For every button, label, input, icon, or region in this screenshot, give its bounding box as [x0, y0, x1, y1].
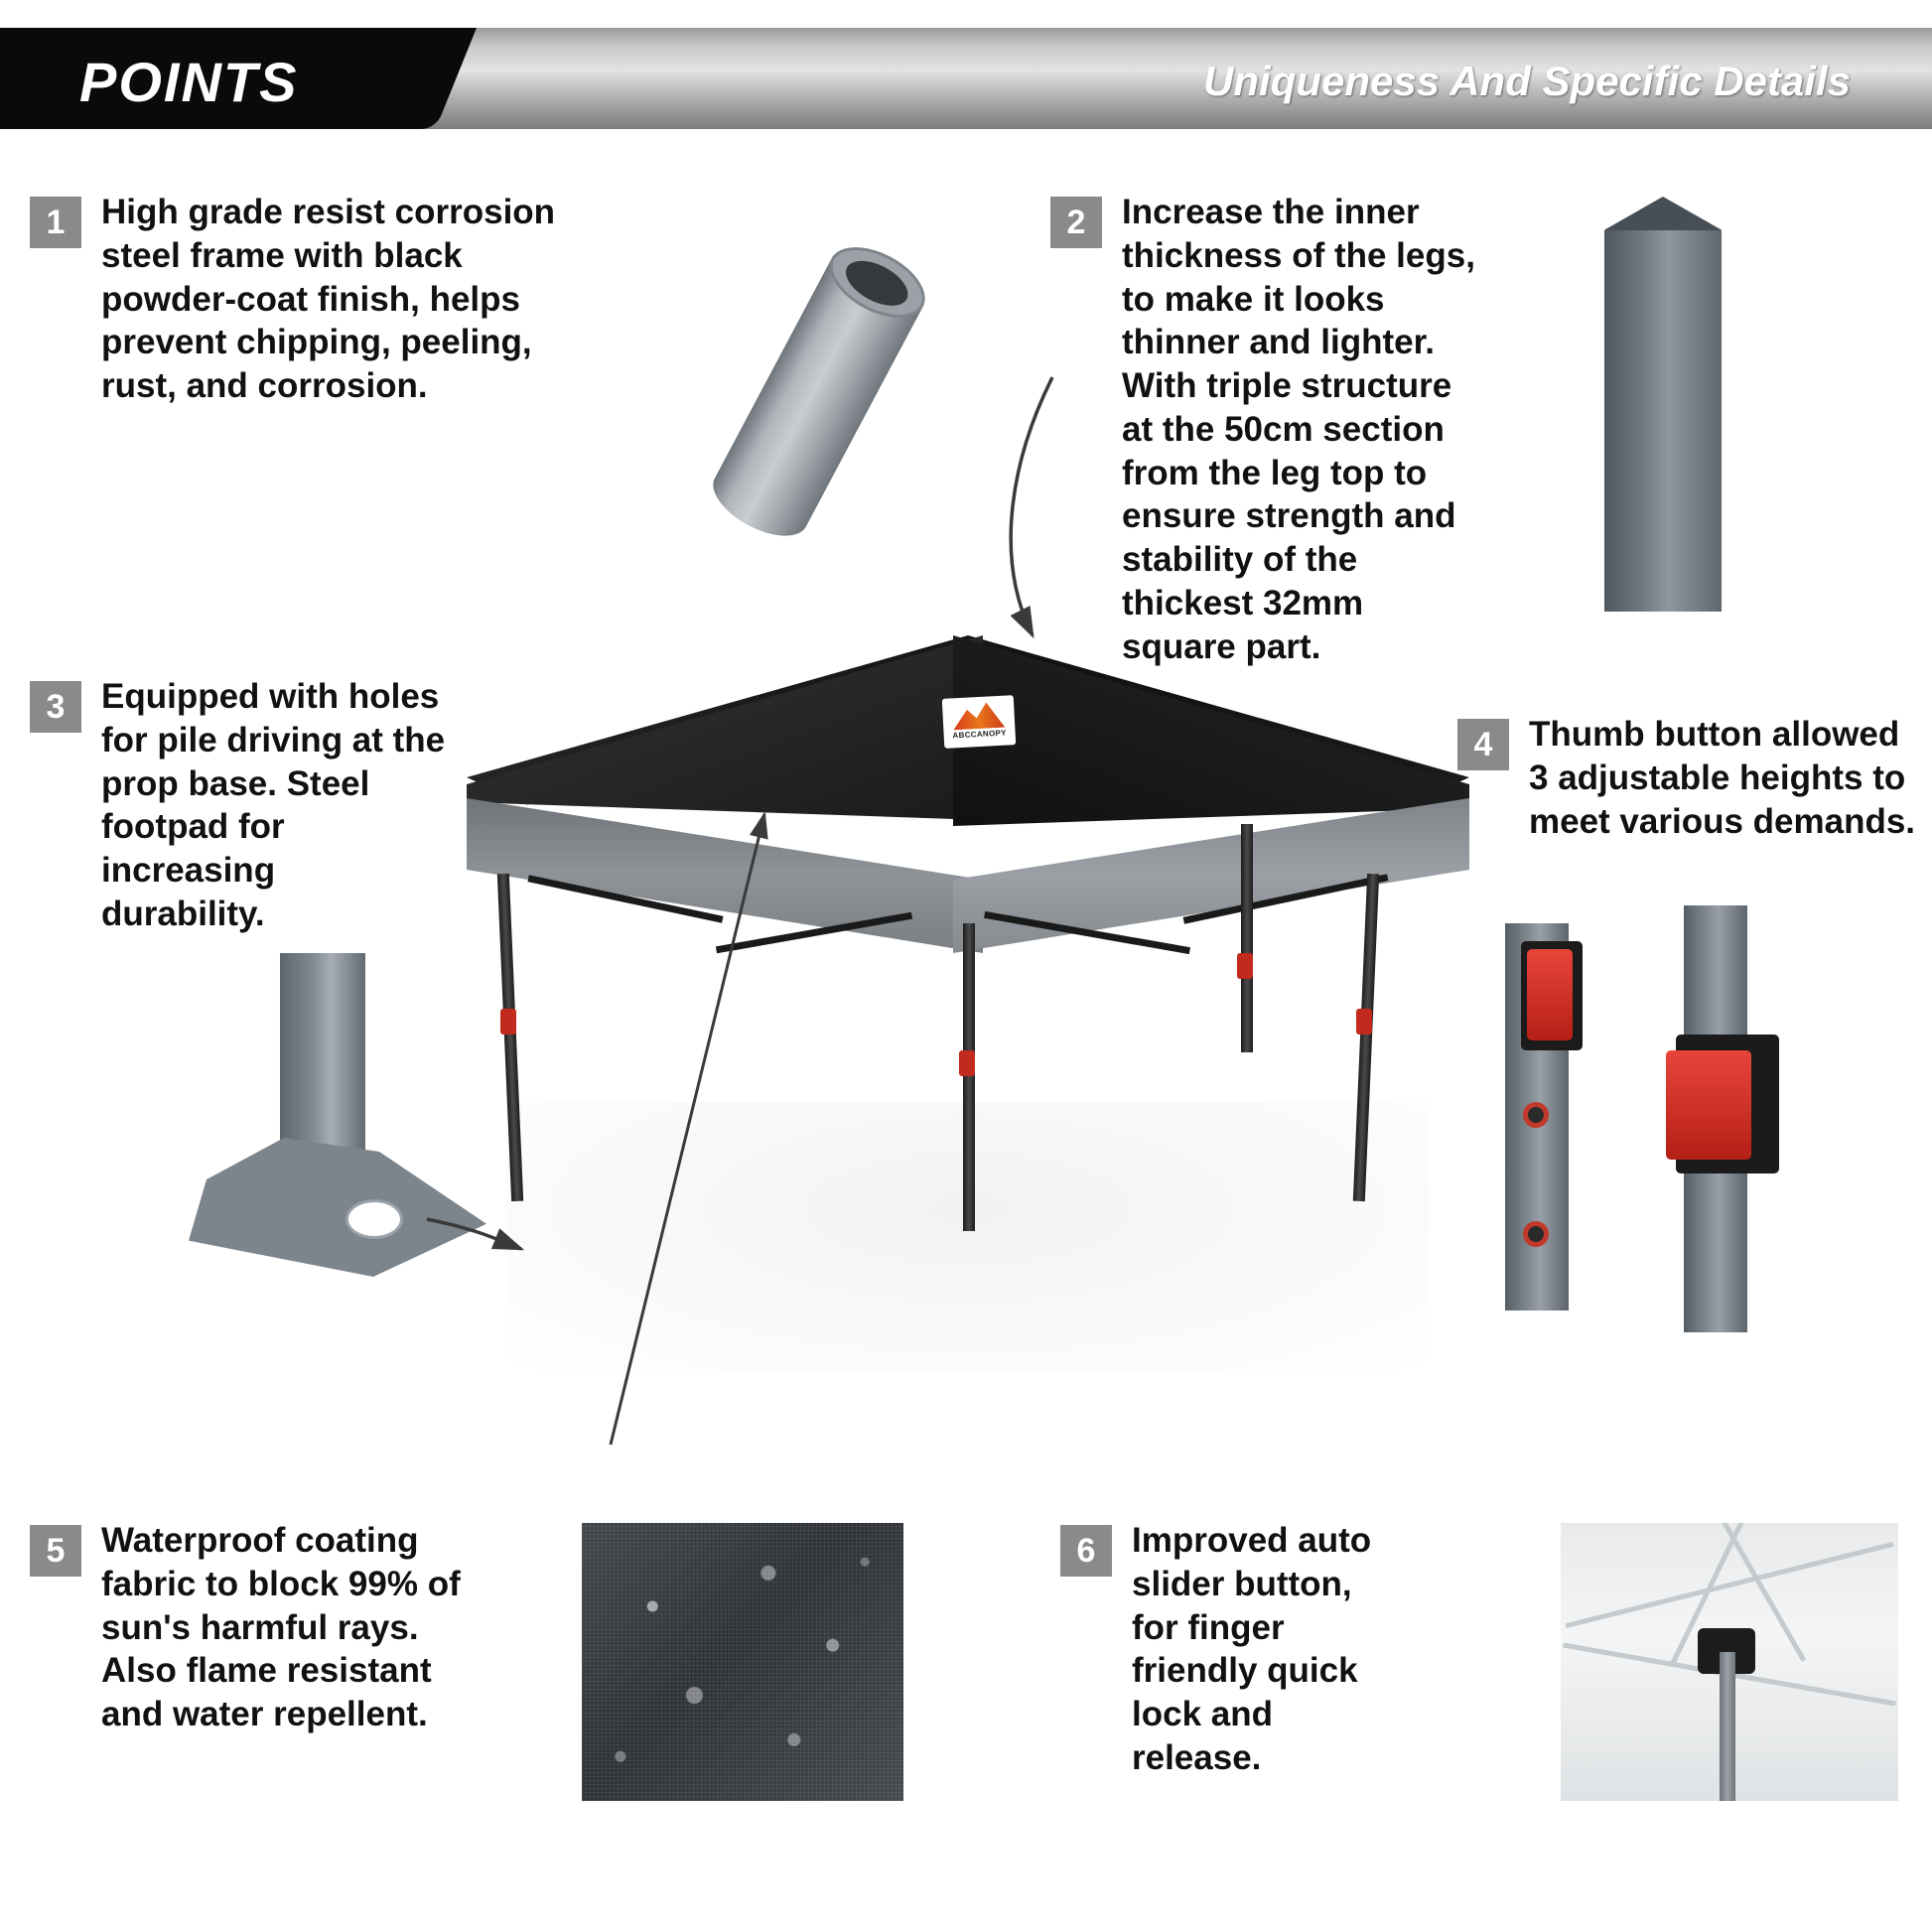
canopy-rib [1565, 1542, 1893, 1628]
point-text: Increase the inner thickness of the legs, to make it looks thinner and lighter. With triple structure at the 50cm section from the leg top to ensure strength and stability of the thickest 32mm square part. [1122, 193, 1475, 666]
point-block-1 [30, 191, 586, 408]
center-pole [1720, 1652, 1735, 1801]
logo-text: ABCCANOPY [952, 728, 1007, 741]
leg-grommet [1523, 1102, 1549, 1128]
point-number-badge: 5 [30, 1525, 81, 1577]
point-text: Improved auto slider button, for finger friendly quick lock and release. [1132, 1521, 1372, 1777]
leg-height-clip [1237, 953, 1253, 979]
canopy-tent-illustration [467, 635, 1469, 1380]
point-text: Equipped with holes for pile driving at the prop base. Steel footpad for increasing durability. [101, 677, 446, 933]
square-leg-tube-image [1604, 197, 1722, 612]
logo-mountain-icon [952, 702, 1005, 731]
point-number-badge: 6 [1060, 1525, 1112, 1577]
brand-logo [942, 695, 1017, 749]
point-block-3 [30, 675, 447, 936]
round-steel-tube-image [676, 207, 1070, 618]
footpad-plate [189, 1138, 486, 1277]
leg-height-clip [959, 1050, 975, 1076]
point-number-badge: 4 [1457, 719, 1509, 770]
thumb-button-leg-image-2 [1666, 905, 1785, 1332]
point-block-6 [1060, 1519, 1398, 1780]
square-leg-body [1604, 230, 1722, 612]
footpad-pile-hole [345, 1199, 403, 1239]
header-points-label: POINTS [79, 51, 299, 113]
header-banner [0, 28, 1932, 129]
under-canopy-slider-image [1561, 1523, 1898, 1801]
header-title: Uniqueness And Specific Details [1203, 58, 1851, 104]
point-block-4 [1457, 713, 1924, 843]
waterproof-fabric-swatch-image [582, 1523, 903, 1801]
point-text: High grade resist corrosion steel frame with black powder-coat finish, helps prevent chipping, peeling, rust, and corrosion. [101, 193, 556, 405]
point-number-badge: 1 [30, 197, 81, 248]
point-block-2 [1050, 191, 1477, 668]
point-number-badge: 3 [30, 681, 81, 733]
leg-grommet [1523, 1221, 1549, 1247]
point-number-badge: 2 [1050, 197, 1102, 248]
canopy-leg-middle [963, 923, 975, 1231]
thumb-button-leg-image-1 [1487, 923, 1587, 1311]
canopy-leg-back [1241, 824, 1253, 1052]
thumb-button-red [1527, 949, 1573, 1040]
point-text: Thumb button allowed 3 adjustable heights to meet various demands. [1529, 715, 1916, 841]
thumb-button-red [1666, 1050, 1751, 1160]
point-block-5 [30, 1519, 496, 1736]
point-text: Waterproof coating fabric to block 99% of sun's harmful rays. Also flame resistant and water repellent. [101, 1521, 461, 1733]
leg-height-clip [500, 1009, 516, 1035]
leg-height-clip [1356, 1009, 1372, 1035]
